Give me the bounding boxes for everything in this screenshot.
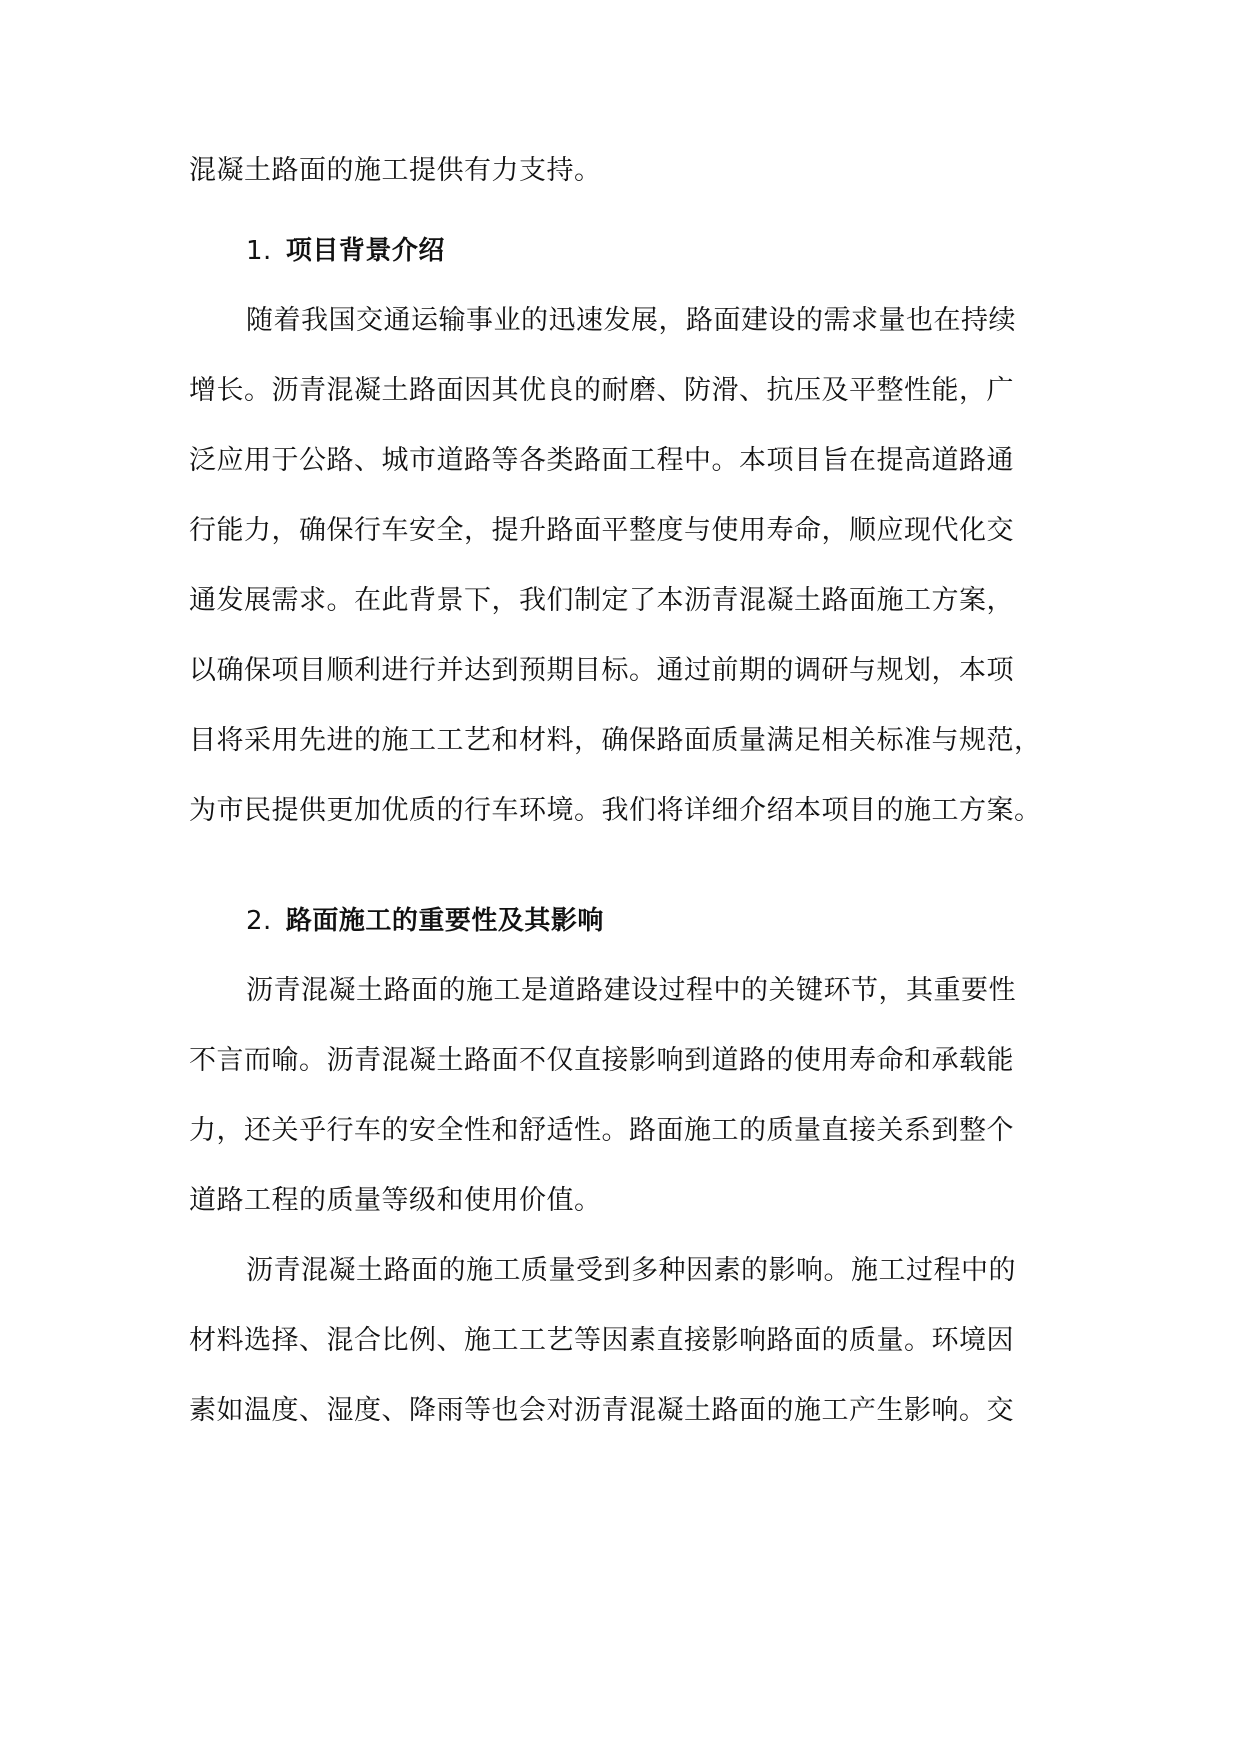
section-1-heading	[246, 231, 1126, 271]
section-2-number: 2.	[246, 906, 272, 936]
paragraph-line: 目将采用先进的施工工艺和材料，确保路面质量满足相关标准与规范，	[189, 725, 1042, 756]
paragraph-line: 为市民提供更加优质的行车环境。我们将详细介绍本项目的施工方案。	[189, 795, 1042, 826]
paragraph-line: 力，还关乎行车的安全性和舒适性。路面施工的质量直接关系到整个	[189, 1115, 1014, 1146]
section-1-number: 1.	[246, 236, 272, 266]
section-2-heading	[246, 901, 1126, 941]
section-1-title: 项目背景介绍	[285, 236, 445, 266]
paragraph-line: 随着我国交通运输事业的迅速发展，路面建设的需求量也在持续	[246, 305, 1016, 336]
paragraph-line: 以确保项目顺利进行并达到预期目标。通过前期的调研与规划，本项	[189, 655, 1014, 686]
paragraph-line: 不言而喻。沥青混凝土路面不仅直接影响到道路的使用寿命和承载能	[189, 1045, 1014, 1076]
section-2-title: 路面施工的重要性及其影响	[285, 906, 604, 936]
paragraph-line: 素如温度、湿度、降雨等也会对沥青混凝土路面的施工产生影响。交	[189, 1395, 1014, 1426]
paragraph-line: 沥青混凝土路面的施工质量受到多种因素的影响。施工过程中的	[246, 1255, 1016, 1286]
paragraph-line: 通发展需求。在此背景下，我们制定了本沥青混凝土路面施工方案，	[189, 585, 1014, 616]
paragraph-line: 道路工程的质量等级和使用价值。	[189, 1185, 602, 1216]
paragraph-line: 材料选择、混合比例、施工工艺等因素直接影响路面的质量。环境因	[189, 1325, 1014, 1356]
continuation-line: 混凝土路面的施工提供有力支持。	[189, 155, 602, 186]
paragraph-line: 行能力，确保行车安全，提升路面平整度与使用寿命，顺应现代化交	[189, 515, 1014, 546]
paragraph-line: 沥青混凝土路面的施工是道路建设过程中的关键环节，其重要性	[246, 975, 1016, 1006]
paragraph-line: 增长。沥青混凝土路面因其优良的耐磨、防滑、抗压及平整性能，广	[189, 375, 1014, 406]
paragraph-line: 泛应用于公路、城市道路等各类路面工程中。本项目旨在提高道路通	[189, 445, 1014, 476]
